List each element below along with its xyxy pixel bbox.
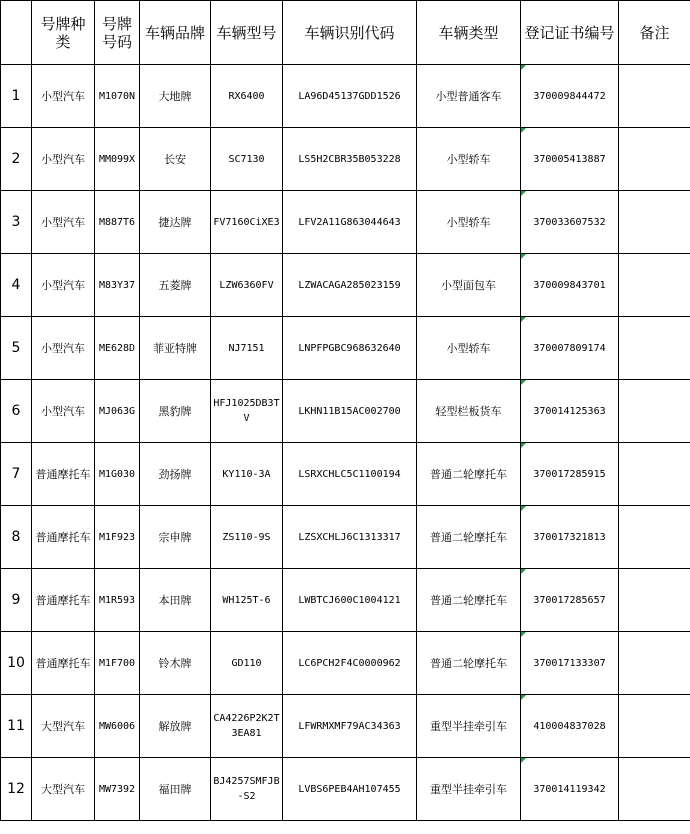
cell-model: BJ4257SMFJB-S2 — [211, 758, 283, 821]
cell-model: ZS110-9S — [211, 506, 283, 569]
table-row — [1, 695, 690, 758]
cell-cert-no: 370017285915 — [521, 443, 619, 506]
cell-plate-type: 小型汽车 — [32, 191, 95, 254]
header-vin: 车辆识别代码 — [283, 1, 417, 65]
table-row — [1, 758, 690, 821]
cell-model: RX6400 — [211, 65, 283, 128]
cell-vehicle-type: 普通二轮摩托车 — [417, 569, 521, 632]
cell-plate-no: MM099X — [95, 128, 140, 191]
cell-model: HFJ1025DB3TV — [211, 380, 283, 443]
cell-brand: 黑豹牌 — [140, 380, 211, 443]
cell-plate-no: M887T6 — [95, 191, 140, 254]
cell-plate-type: 小型汽车 — [32, 65, 95, 128]
cell-plate-no: MJ063G — [95, 380, 140, 443]
cell-cert-no: 370007809174 — [521, 317, 619, 380]
cell-brand: 宗申牌 — [140, 506, 211, 569]
cell-remark — [619, 695, 690, 758]
cell-remark — [619, 632, 690, 695]
cell-vehicle-type: 小型普通客车 — [417, 65, 521, 128]
cell-plate-no: M1F700 — [95, 632, 140, 695]
cell-remark — [619, 254, 690, 317]
table-row — [1, 443, 690, 506]
table-row — [1, 254, 690, 317]
cell-index: 4 — [1, 254, 32, 317]
cell-model: CA4226P2K2T3EA81 — [211, 695, 283, 758]
cell-vehicle-type: 重型半挂牵引车 — [417, 695, 521, 758]
cell-remark — [619, 65, 690, 128]
cell-remark — [619, 191, 690, 254]
cell-vehicle-type: 普通二轮摩托车 — [417, 632, 521, 695]
header-model: 车辆型号 — [211, 1, 283, 65]
cell-index: 6 — [1, 380, 32, 443]
cell-remark — [619, 443, 690, 506]
cell-remark — [619, 506, 690, 569]
cell-plate-type: 大型汽车 — [32, 695, 95, 758]
header-brand: 车辆品牌 — [140, 1, 211, 65]
cell-brand: 捷达牌 — [140, 191, 211, 254]
cell-vin: LA96D45137GDD1526 — [283, 65, 417, 128]
header-plate-type: 号牌种类 — [32, 1, 95, 65]
cell-cert-no: 370009844472 — [521, 65, 619, 128]
cell-index: 11 — [1, 695, 32, 758]
cell-index: 7 — [1, 443, 32, 506]
header-index — [1, 1, 32, 65]
table-row — [1, 317, 690, 380]
cell-remark — [619, 758, 690, 821]
cell-cert-no: 370017133307 — [521, 632, 619, 695]
table-row — [1, 632, 690, 695]
cell-vin: LWBTCJ600C1004121 — [283, 569, 417, 632]
cell-plate-type: 小型汽车 — [32, 254, 95, 317]
cell-remark — [619, 380, 690, 443]
cell-vin: LC6PCH2F4C0000962 — [283, 632, 417, 695]
cell-vehicle-type: 小型轿车 — [417, 128, 521, 191]
cell-brand: 五菱牌 — [140, 254, 211, 317]
cell-plate-type: 小型汽车 — [32, 317, 95, 380]
cell-remark — [619, 128, 690, 191]
cell-plate-no: MW6006 — [95, 695, 140, 758]
cell-vehicle-type: 普通二轮摩托车 — [417, 506, 521, 569]
cell-plate-no: M1R593 — [95, 569, 140, 632]
cell-index: 9 — [1, 569, 32, 632]
cell-plate-no: M1G030 — [95, 443, 140, 506]
cell-vin: LS5H2CBR35B053228 — [283, 128, 417, 191]
table-row — [1, 191, 690, 254]
cell-plate-type: 小型汽车 — [32, 380, 95, 443]
cell-vin: LVBS6PEB4AH107455 — [283, 758, 417, 821]
header-vehicle-type: 车辆类型 — [417, 1, 521, 65]
cell-vehicle-type: 普通二轮摩托车 — [417, 443, 521, 506]
cell-cert-no: 370033607532 — [521, 191, 619, 254]
cell-model: KY110-3A — [211, 443, 283, 506]
cell-remark — [619, 569, 690, 632]
cell-cert-no: 370009843701 — [521, 254, 619, 317]
cell-vehicle-type: 重型半挂牵引车 — [417, 758, 521, 821]
cell-plate-no: M83Y37 — [95, 254, 140, 317]
cell-cert-no: 410004837028 — [521, 695, 619, 758]
cell-plate-no: M1070N — [95, 65, 140, 128]
cell-index: 10 — [1, 632, 32, 695]
cell-brand: 菲亚特牌 — [140, 317, 211, 380]
cell-plate-type: 普通摩托车 — [32, 506, 95, 569]
cell-brand: 解放牌 — [140, 695, 211, 758]
cell-vehicle-type: 轻型栏板货车 — [417, 380, 521, 443]
cell-plate-no: ME628D — [95, 317, 140, 380]
cell-cert-no: 370017321813 — [521, 506, 619, 569]
cell-cert-no: 370005413887 — [521, 128, 619, 191]
cell-plate-type: 普通摩托车 — [32, 443, 95, 506]
cell-model: GD110 — [211, 632, 283, 695]
cell-index: 2 — [1, 128, 32, 191]
cell-brand: 铃木牌 — [140, 632, 211, 695]
table-row — [1, 506, 690, 569]
cell-cert-no: 370014119342 — [521, 758, 619, 821]
cell-vin: LFWRMXMF79AC34363 — [283, 695, 417, 758]
cell-model: FV7160CiXE3 — [211, 191, 283, 254]
cell-plate-type: 普通摩托车 — [32, 632, 95, 695]
table-row — [1, 65, 690, 128]
table-row — [1, 128, 690, 191]
cell-index: 1 — [1, 65, 32, 128]
cell-index: 5 — [1, 317, 32, 380]
cell-vehicle-type: 小型轿车 — [417, 317, 521, 380]
cell-vin: LZSXCHLJ6C1313317 — [283, 506, 417, 569]
table-row — [1, 380, 690, 443]
cell-brand: 长安 — [140, 128, 211, 191]
cell-vehicle-type: 小型面包车 — [417, 254, 521, 317]
cell-brand: 劲扬牌 — [140, 443, 211, 506]
cell-brand: 大地牌 — [140, 65, 211, 128]
cell-vin: LNPFPGBC968632640 — [283, 317, 417, 380]
cell-vehicle-type: 小型轿车 — [417, 191, 521, 254]
cell-plate-no: M1F923 — [95, 506, 140, 569]
table-row — [1, 569, 690, 632]
header-cert-no: 登记证书编号 — [521, 1, 619, 65]
table-body — [1, 65, 690, 821]
cell-model: NJ7151 — [211, 317, 283, 380]
cell-model: LZW6360FV — [211, 254, 283, 317]
cell-cert-no: 370017285657 — [521, 569, 619, 632]
cell-index: 8 — [1, 506, 32, 569]
cell-index: 12 — [1, 758, 32, 821]
cell-vin: LFV2A11G863044643 — [283, 191, 417, 254]
header-remark: 备注 — [619, 1, 690, 65]
cell-remark — [619, 317, 690, 380]
cell-index: 3 — [1, 191, 32, 254]
header-plate-no: 号牌号码 — [95, 1, 140, 65]
cell-plate-type: 小型汽车 — [32, 128, 95, 191]
cell-vin: LSRXCHLC5C1100194 — [283, 443, 417, 506]
cell-plate-no: MW7392 — [95, 758, 140, 821]
cell-vin: LKHN11B15AC002700 — [283, 380, 417, 443]
cell-brand: 福田牌 — [140, 758, 211, 821]
cell-model: SC7130 — [211, 128, 283, 191]
cell-cert-no: 370014125363 — [521, 380, 619, 443]
cell-brand: 本田牌 — [140, 569, 211, 632]
cell-plate-type: 大型汽车 — [32, 758, 95, 821]
cell-plate-type: 普通摩托车 — [32, 569, 95, 632]
cell-vin: LZWACAGA285023159 — [283, 254, 417, 317]
cell-model: WH125T-6 — [211, 569, 283, 632]
header-row — [1, 1, 690, 65]
